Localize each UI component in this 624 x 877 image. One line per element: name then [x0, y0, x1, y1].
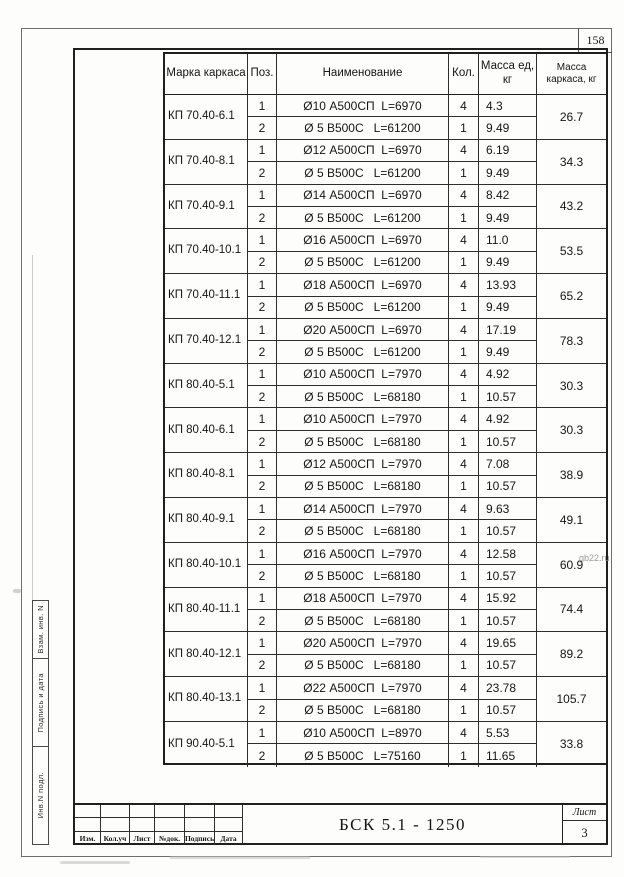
name-cell: Ø16 А500СП L=6970: [277, 229, 449, 251]
titleblock-empty-cell: [130, 818, 155, 831]
name-cell: Ø10 А500СП L=6970: [277, 95, 449, 117]
frame-mass-cell: 34.3: [537, 140, 606, 185]
titleblock-column-label: Подпись: [185, 832, 215, 845]
name-cell: Ø18 А500СП L=7970: [277, 588, 449, 610]
frame-mass-cell: 53.5: [537, 229, 606, 274]
pos-cell: 1: [248, 408, 277, 430]
header-frame-mass: Масса каркаса, кг: [537, 54, 606, 95]
name-cell: Ø 5 В500С L=61200: [277, 297, 449, 319]
unit-mass-cell: 9.49: [479, 341, 537, 363]
frame-mass-cell: 38.9: [537, 453, 606, 498]
pos-cell: 2: [248, 297, 277, 319]
header-pos: Поз.: [248, 54, 277, 95]
titleblock-empty-cell: [101, 805, 130, 818]
titleblock-column-label: Дата: [215, 832, 243, 845]
sheet-number: 3: [581, 825, 588, 840]
qty-cell: 1: [449, 565, 479, 587]
name-cell: Ø 5 В500С L=61200: [277, 207, 449, 229]
titleblock-empty-cell: [155, 805, 185, 818]
header-unit-mass: Масса ед, кг: [479, 54, 537, 95]
frame-mass-cell: 26.7: [537, 95, 606, 140]
unit-mass-cell: 10.57: [479, 431, 537, 453]
pos-cell: 2: [248, 700, 277, 722]
qty-cell: 1: [449, 341, 479, 363]
pos-cell: 2: [248, 341, 277, 363]
pos-cell: 1: [248, 274, 277, 296]
pos-cell: 2: [248, 117, 277, 139]
pos-cell: 2: [248, 162, 277, 184]
mark-cell: КП 70.40-9.1: [165, 185, 248, 230]
vzam-label: Взам. инв. N: [36, 605, 45, 654]
name-cell: Ø 5 В500С L=68180: [277, 476, 449, 498]
qty-cell: 1: [449, 476, 479, 498]
sheet-label: Лист: [563, 805, 606, 821]
unit-mass-cell: 9.49: [479, 207, 537, 229]
header-mark: Марка каркаса: [165, 54, 248, 95]
qty-cell: 4: [449, 543, 479, 565]
podpis-label: Подпись и дата: [36, 672, 45, 733]
name-cell: Ø12 А500СП L=7970: [277, 453, 449, 475]
unit-mass-cell: 7.08: [479, 453, 537, 475]
name-cell: Ø 5 В500С L=68180: [277, 655, 449, 677]
pos-cell: 2: [248, 744, 277, 766]
mark-cell: КП 80.40-8.1: [165, 453, 248, 498]
mark-cell: КП 70.40-10.1: [165, 229, 248, 274]
mark-cell: КП 80.40-11.1: [165, 588, 248, 633]
mark-cell: КП 70.40-8.1: [165, 140, 248, 185]
unit-mass-cell: 11.0: [479, 229, 537, 251]
unit-mass-cell: 10.57: [479, 655, 537, 677]
titleblock-empty-cell: [215, 818, 243, 831]
pos-cell: 2: [248, 207, 277, 229]
side-stamp-strip: [32, 600, 49, 845]
frame-mass-cell: 74.4: [537, 588, 606, 633]
frame-mass-cell: 78.3: [537, 319, 606, 364]
name-cell: Ø 5 В500С L=68180: [277, 431, 449, 453]
frame-mass-cell: 49.1: [537, 498, 606, 543]
pos-cell: 1: [248, 229, 277, 251]
qty-cell: 1: [449, 520, 479, 542]
pos-cell: 2: [248, 520, 277, 542]
unit-mass-cell: 9.49: [479, 117, 537, 139]
qty-cell: 1: [449, 162, 479, 184]
unit-mass-cell: 17.19: [479, 319, 537, 341]
sheet-box: [562, 805, 606, 845]
name-cell: Ø 5 В500С L=75160: [277, 744, 449, 766]
titleblock-empty-cell: [215, 805, 243, 818]
pos-cell: 1: [248, 364, 277, 386]
name-cell: Ø20 А500СП L=7970: [277, 632, 449, 654]
qty-cell: 1: [449, 431, 479, 453]
titleblock: [73, 803, 608, 845]
titleblock-empty-cell: [75, 818, 101, 831]
spec-table: [163, 52, 608, 765]
qty-cell: 4: [449, 632, 479, 654]
side-cell-podpis: [33, 659, 48, 747]
unit-mass-cell: 19.65: [479, 632, 537, 654]
pos-cell: 2: [248, 386, 277, 408]
unit-mass-cell: 15.92: [479, 588, 537, 610]
qty-cell: 1: [449, 117, 479, 139]
pos-cell: 2: [248, 476, 277, 498]
name-cell: Ø 5 В500С L=68180: [277, 520, 449, 542]
pos-cell: 1: [248, 453, 277, 475]
titleblock-column-label: №док.: [155, 832, 185, 845]
qty-cell: 4: [449, 229, 479, 251]
unit-mass-cell: 4.92: [479, 408, 537, 430]
titleblock-grid: [75, 805, 243, 845]
qty-cell: 1: [449, 700, 479, 722]
scan-artifact: [60, 861, 130, 864]
unit-mass-cell: 4.92: [479, 364, 537, 386]
name-cell: Ø 5 В500С L=68180: [277, 610, 449, 632]
qty-cell: 4: [449, 140, 479, 162]
frame-mass-cell: 89.2: [537, 632, 606, 677]
qty-cell: 4: [449, 408, 479, 430]
name-cell: Ø 5 В500С L=61200: [277, 162, 449, 184]
unit-mass-cell: 12.58: [479, 543, 537, 565]
qty-cell: 4: [449, 677, 479, 699]
mark-cell: КП 80.40-6.1: [165, 408, 248, 453]
qty-cell: 1: [449, 207, 479, 229]
qty-cell: 1: [449, 744, 479, 766]
inv-label: Инв.N подл.: [36, 772, 45, 819]
mark-cell: КП 70.40-12.1: [165, 319, 248, 364]
unit-mass-cell: 23.78: [479, 677, 537, 699]
frame-mass-cell: 30.3: [537, 364, 606, 409]
qty-cell: 4: [449, 498, 479, 520]
name-cell: Ø10 А500СП L=7970: [277, 364, 449, 386]
qty-cell: 4: [449, 453, 479, 475]
qty-cell: 1: [449, 610, 479, 632]
name-cell: Ø14 А500СП L=6970: [277, 185, 449, 207]
pos-cell: 2: [248, 655, 277, 677]
name-cell: Ø10 А500СП L=8970: [277, 722, 449, 744]
unit-mass-cell: 10.57: [479, 700, 537, 722]
doc-code: БСК 5.1 - 1250: [339, 815, 466, 834]
name-cell: Ø16 А500СП L=7970: [277, 543, 449, 565]
name-cell: Ø10 А500СП L=7970: [277, 408, 449, 430]
pos-cell: 1: [248, 543, 277, 565]
pos-cell: 1: [248, 588, 277, 610]
frame-mass-cell: 105.7: [537, 677, 606, 722]
qty-cell: 4: [449, 95, 479, 117]
unit-mass-cell: 10.57: [479, 565, 537, 587]
unit-mass-cell: 9.49: [479, 162, 537, 184]
qty-cell: 1: [449, 386, 479, 408]
mark-cell: КП 70.40-11.1: [165, 274, 248, 319]
qty-cell: 4: [449, 722, 479, 744]
scan-artifact: [32, 255, 33, 600]
unit-mass-cell: 9.63: [479, 498, 537, 520]
titleblock-empty-cell: [155, 818, 185, 831]
watermark: gb22.ru: [579, 553, 610, 563]
qty-cell: 4: [449, 319, 479, 341]
frame-mass-cell: 33.8: [559, 737, 584, 752]
qty-cell: 4: [449, 274, 479, 296]
titleblock-column-label: Кол.уч: [101, 832, 130, 845]
pos-cell: 2: [248, 431, 277, 453]
scan-artifact: [13, 589, 21, 593]
pos-cell: 1: [248, 140, 277, 162]
pos-cell: 1: [248, 95, 277, 117]
mark-cell: КП 80.40-13.1: [165, 677, 248, 722]
qty-cell: 4: [449, 185, 479, 207]
unit-mass-cell: 6.19: [479, 140, 537, 162]
pos-cell: 2: [248, 565, 277, 587]
pos-cell: 2: [248, 610, 277, 632]
header-qty: Кол.: [449, 54, 479, 95]
name-cell: Ø 5 В500С L=61200: [277, 117, 449, 139]
qty-cell: 4: [449, 588, 479, 610]
mark-cell: КП 90.40-5.1: [165, 722, 248, 767]
titleblock-empty-cell: [75, 805, 101, 818]
name-cell: Ø 5 В500С L=61200: [277, 341, 449, 363]
titleblock-empty-cell: [185, 818, 215, 831]
side-cell-vzam: [33, 601, 48, 659]
unit-mass-cell: 9.49: [479, 252, 537, 274]
qty-cell: 1: [449, 252, 479, 274]
name-cell: Ø22 А500СП L=7970: [277, 677, 449, 699]
titleblock-empty-cell: [185, 805, 215, 818]
frame-mass-cell: 60.9: [537, 543, 606, 588]
qty-cell: 4: [449, 364, 479, 386]
titleblock-column-label: Лист: [130, 832, 155, 845]
pos-cell: 1: [248, 498, 277, 520]
name-cell: Ø18 А500СП L=6970: [277, 274, 449, 296]
mark-cell: КП 80.40-12.1: [165, 632, 248, 677]
unit-mass-cell: 5.53: [479, 722, 537, 744]
titleblock-empty-cell: [130, 805, 155, 818]
frame-mass-cell: 65.2: [537, 274, 606, 319]
name-cell: Ø20 А500СП L=6970: [277, 319, 449, 341]
name-cell: Ø 5 В500С L=68180: [277, 700, 449, 722]
frame-mass-cell: 30.3: [537, 408, 606, 453]
qty-cell: 1: [449, 655, 479, 677]
name-cell: Ø12 А500СП L=6970: [277, 140, 449, 162]
scan-artifact: [480, 856, 570, 858]
name-cell: Ø 5 В500С L=68180: [277, 386, 449, 408]
name-cell: Ø14 А500СП L=7970: [277, 498, 449, 520]
unit-mass-cell: 9.49: [479, 297, 537, 319]
pos-cell: 1: [248, 185, 277, 207]
titleblock-column-label: Изм.: [75, 832, 101, 845]
mark-cell: КП 80.40-10.1: [165, 543, 248, 588]
scan-artifact: [170, 856, 310, 859]
unit-mass-cell: 10.57: [479, 520, 537, 542]
pos-cell: 1: [248, 632, 277, 654]
name-cell: Ø 5 В500С L=68180: [277, 565, 449, 587]
page-number: 158: [586, 33, 605, 47]
qty-cell: 1: [449, 297, 479, 319]
mark-cell: КП 70.40-6.1: [165, 95, 248, 140]
unit-mass-cell: 4.3: [479, 95, 537, 117]
unit-mass-cell: 8.42: [479, 185, 537, 207]
name-cell: Ø 5 В500С L=61200: [277, 252, 449, 274]
pos-cell: 1: [248, 722, 277, 744]
pos-cell: 1: [248, 319, 277, 341]
mark-cell: КП 80.40-5.1: [165, 364, 248, 409]
mark-cell: КП 80.40-9.1: [165, 498, 248, 543]
unit-mass-cell: 13.93: [479, 274, 537, 296]
titleblock-empty-cell: [101, 818, 130, 831]
header-name: Наименование: [277, 54, 449, 95]
side-cell-inv: [33, 747, 48, 844]
frame-mass-cell: 43.2: [537, 185, 606, 230]
pos-cell: 1: [248, 677, 277, 699]
pos-cell: 2: [248, 252, 277, 274]
unit-mass-cell: 11.65: [479, 744, 537, 766]
unit-mass-cell: 10.57: [479, 476, 537, 498]
unit-mass-cell: 10.57: [479, 610, 537, 632]
unit-mass-cell: 10.57: [479, 386, 537, 408]
